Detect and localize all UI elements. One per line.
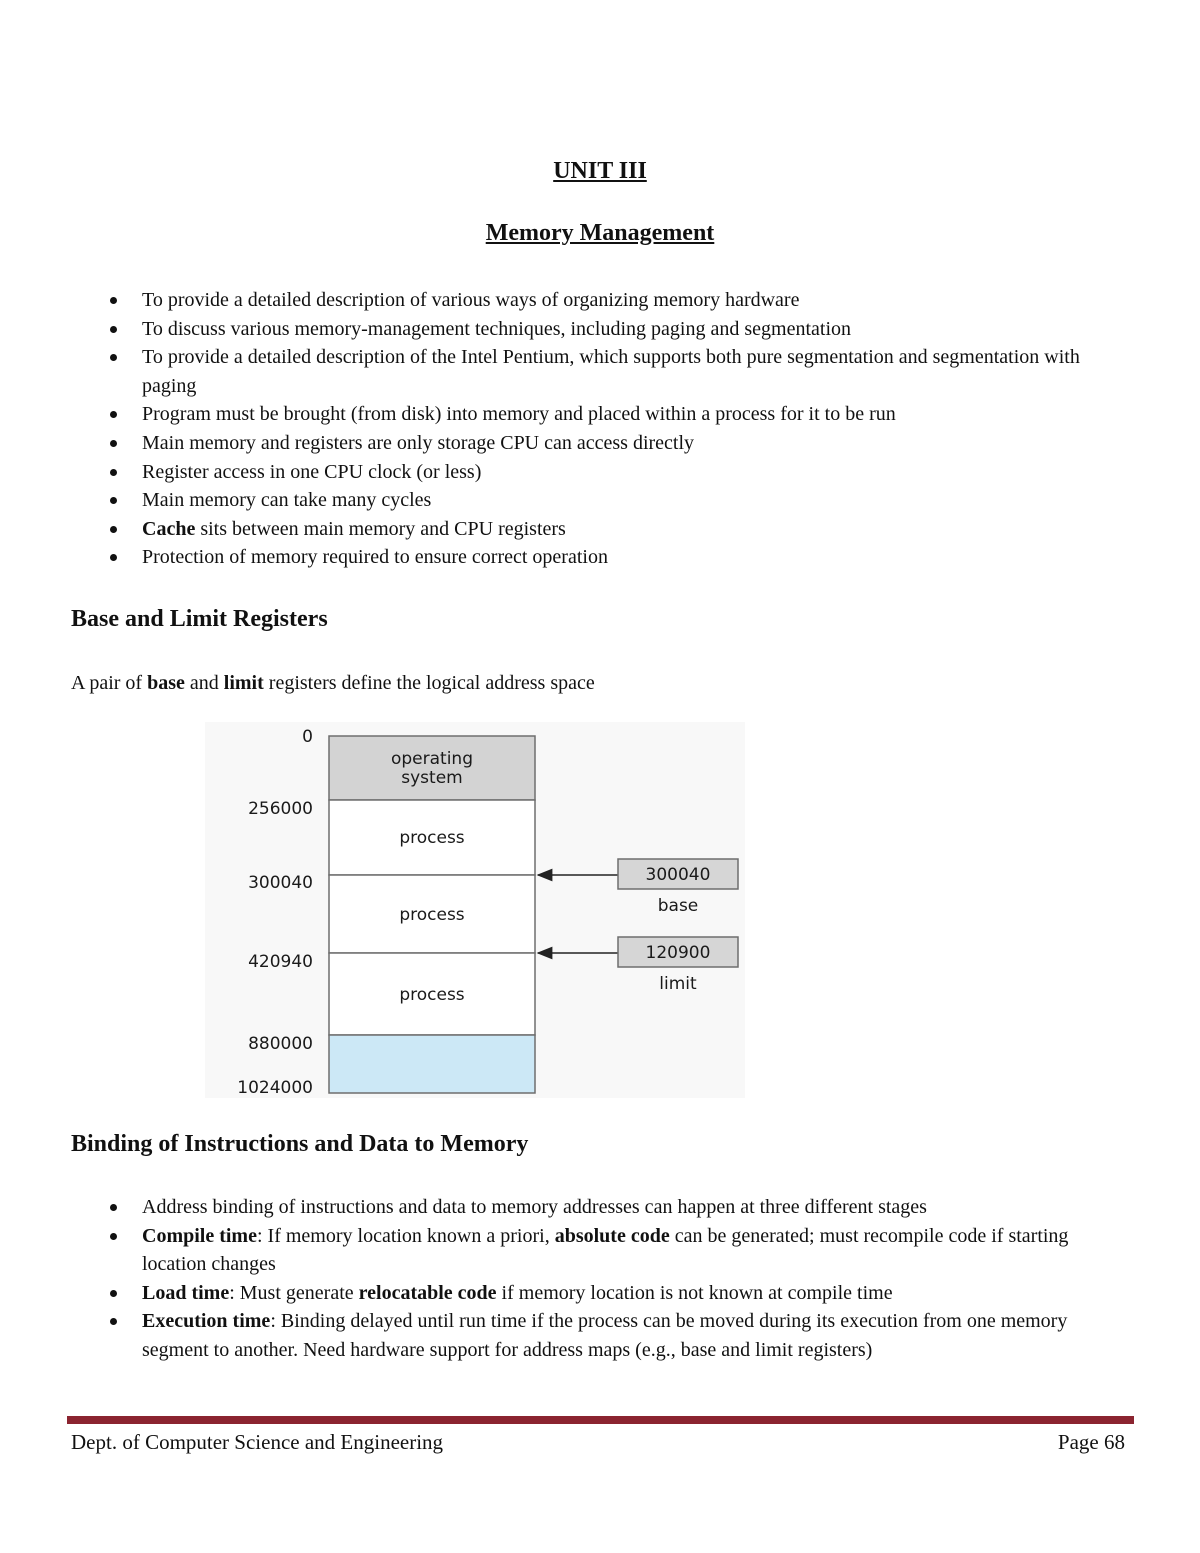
section-heading-base-limit: Base and Limit Registers bbox=[71, 606, 328, 632]
list-item: Protection of memory required to ensure correct operation bbox=[108, 543, 1118, 572]
address-label: 880000 bbox=[248, 1034, 313, 1054]
process-label: process bbox=[399, 905, 465, 925]
address-label: 0 bbox=[302, 727, 313, 747]
free-memory-block bbox=[329, 1035, 535, 1093]
process-label: process bbox=[399, 828, 465, 848]
item-text: : Binding delayed until run time if the process can be moved during its execution from one memory segment to another. Need hardware support for address maps (e.g., base and limit registers) bbox=[142, 1310, 1068, 1361]
limit-register-value: 120900 bbox=[645, 943, 711, 963]
intro-text: and bbox=[184, 672, 224, 694]
list-item: Program must be brought (from disk) into memory and placed within a process for it to be run bbox=[108, 400, 1118, 429]
chapter-title: Memory Management bbox=[485, 220, 715, 246]
bold-term: base bbox=[147, 672, 185, 694]
address-label: 300040 bbox=[248, 873, 313, 893]
os-label: system bbox=[401, 768, 463, 788]
list-item bbox=[108, 1307, 1118, 1364]
bold-term: Cache bbox=[142, 517, 196, 540]
binding-list bbox=[108, 1193, 1118, 1365]
unit-title: UNIT III bbox=[553, 158, 647, 184]
item-text: : Must generate bbox=[229, 1281, 359, 1304]
list-item: To provide a detailed description of the Intel Pentium, which supports both pure segmentation and segmentation with paging bbox=[108, 343, 1118, 400]
bold-term: limit bbox=[223, 672, 264, 694]
intro-text: A pair of bbox=[71, 672, 148, 694]
os-label: operating bbox=[390, 749, 474, 769]
limit-register-label: limit bbox=[659, 974, 697, 994]
footer-department: Dept. of Computer Science and Engineering bbox=[71, 1430, 444, 1454]
base-limit-intro bbox=[71, 672, 595, 695]
list-item: Main memory and registers are only storage CPU can access directly bbox=[108, 429, 1118, 458]
item-text: can be generated; must recompile code if starting location changes bbox=[142, 1224, 1069, 1276]
list-item: To discuss various memory-management techniques, including paging and segmentation bbox=[108, 315, 1118, 344]
bold-term: Compile time bbox=[142, 1224, 257, 1247]
bold-term: absolute code bbox=[554, 1224, 670, 1247]
footer-divider bbox=[67, 1416, 1134, 1424]
address-label: 420940 bbox=[248, 952, 313, 972]
bold-term: Load time bbox=[142, 1281, 230, 1304]
item-text: sits between main memory and CPU registers bbox=[195, 517, 566, 540]
intro-text: registers define the logical address space bbox=[263, 672, 595, 694]
address-label: 256000 bbox=[248, 799, 313, 819]
list-item bbox=[108, 1279, 1118, 1308]
list-item: Main memory can take many cycles bbox=[108, 486, 1118, 515]
process-label: process bbox=[399, 985, 465, 1005]
list-item bbox=[108, 1222, 1118, 1279]
bold-term: relocatable code bbox=[358, 1281, 497, 1304]
section-heading-binding: Binding of Instructions and Data to Memory bbox=[71, 1131, 529, 1157]
list-item: Address binding of instructions and data to memory addresses can happen at three different stages bbox=[108, 1193, 1118, 1222]
base-register-value: 300040 bbox=[645, 865, 711, 885]
item-text: if memory location is not known at compile time bbox=[496, 1281, 893, 1304]
list-item: To provide a detailed description of various ways of organizing memory hardware bbox=[108, 286, 1118, 315]
bold-term: Execution time bbox=[142, 1310, 271, 1333]
address-label: 1024000 bbox=[237, 1078, 313, 1098]
item-text: : If memory location known a priori, bbox=[256, 1224, 555, 1247]
base-register-label: base bbox=[657, 896, 699, 916]
page-number: Page 68 bbox=[1057, 1430, 1125, 1454]
list-item: Register access in one CPU clock (or less) bbox=[108, 458, 1118, 487]
list-item bbox=[108, 515, 1118, 544]
objectives-list bbox=[108, 286, 1118, 572]
base-limit-diagram bbox=[205, 722, 745, 1098]
